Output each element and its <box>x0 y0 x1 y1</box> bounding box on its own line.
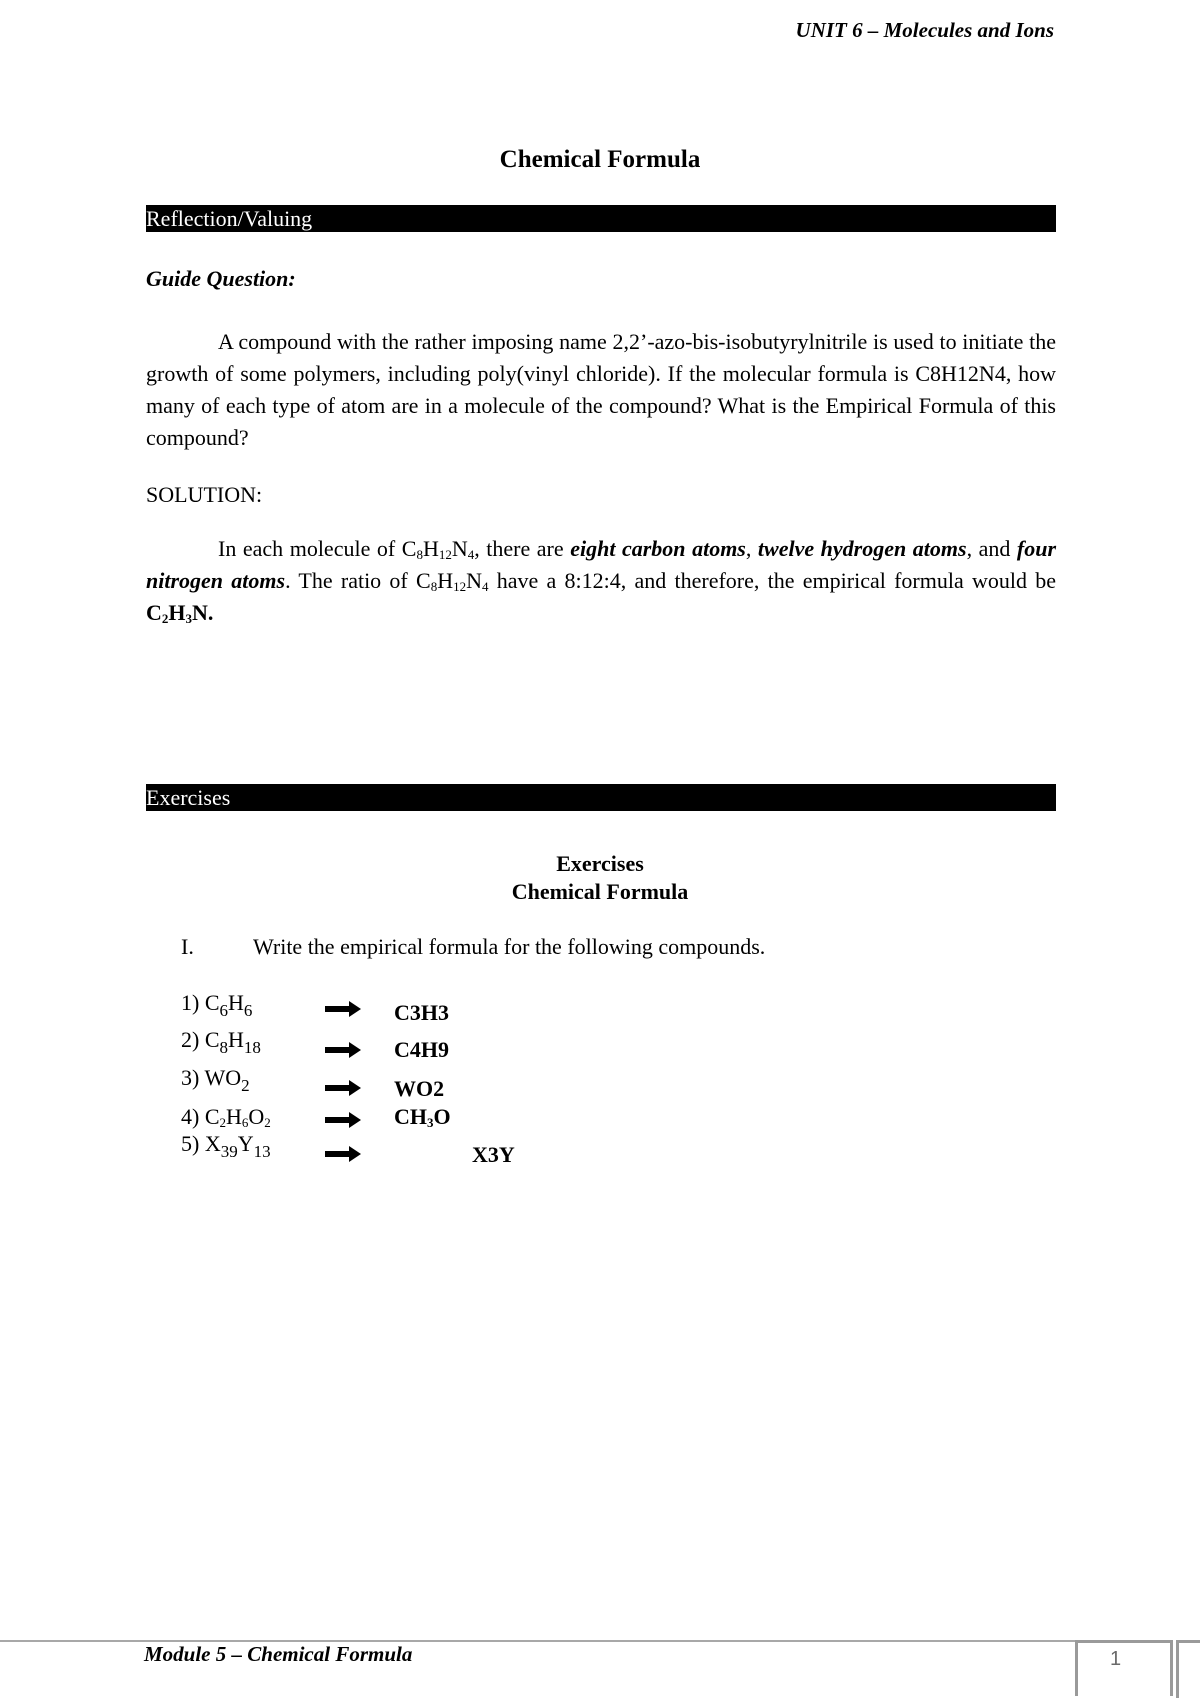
guide-question-label: Guide Question: <box>146 266 296 291</box>
section-bar-reflection <box>146 205 1056 232</box>
exercise-answer-4: $CH_3O$ <box>394 1104 451 1130</box>
guide-question-body: A compound with the rather imposing name 2,2’-azo-bis-isobutyrylnitrile is used to initiate the growth of some polymers, including poly(vinyl chloride). If the molecular formula is C8H12N4, how many of each type of atom are in a molecule of the compound? What is the Empirical Formula of this compound? <box>146 329 1056 450</box>
exercise-answer-3: WO2 <box>394 1076 445 1101</box>
section-bar-exercises <box>146 784 1056 811</box>
carbon-count: eight carbon atoms <box>570 536 746 561</box>
arrow-right-icon <box>325 1001 361 1017</box>
page-number: 1 <box>1110 1648 1122 1670</box>
exercise-item-5: 5) $X_{39}Y_{13}$ <box>181 1131 271 1161</box>
nitrogen-count: four nitrogen atoms <box>146 536 1057 593</box>
exercise-answer-5: X3Y <box>472 1142 515 1167</box>
exercise-answer-1: C3H3 <box>394 1000 449 1025</box>
exercise-item-4: 4) $C_2H_6O_2$ <box>181 1104 271 1130</box>
section-title-reflection: Reflection/Valuing <box>146 206 313 231</box>
empirical-formula-answer: $C_2H_3N$. <box>146 600 214 626</box>
arrow-right-icon <box>325 1042 361 1058</box>
footer-module-title: Module 5 – Chemical Formula <box>144 1642 413 1666</box>
solution-label: SOLUTION: <box>146 482 263 507</box>
exercise-answer-2: C4H9 <box>394 1037 449 1062</box>
exercise-item-2: 2) $C_8H_{18}$ <box>181 1027 261 1057</box>
instruction-number: I. <box>181 934 194 959</box>
exercise-item-1: 1) $C_6H_6$ <box>181 990 253 1020</box>
header-unit-title: UNIT 6 – Molecules and Ions <box>795 18 1054 42</box>
footer-page-box <box>1075 1640 1173 1696</box>
page-title: Chemical Formula <box>499 146 701 173</box>
guide-question-text <box>146 326 1056 454</box>
section-title-exercises: Exercises <box>146 785 231 810</box>
arrow-right-icon <box>325 1080 361 1096</box>
exercises-heading <box>0 850 1200 906</box>
instruction-text: Write the empirical formula for the following compounds. <box>253 934 766 959</box>
arrow-right-icon <box>325 1112 361 1128</box>
exercises-heading-line2: Chemical Formula <box>511 879 689 904</box>
exercises-heading-line1: Exercises <box>556 851 644 876</box>
hydrogen-count: twelve hydrogen atoms <box>757 536 967 561</box>
footer-page-box-edge <box>1176 1640 1200 1698</box>
arrow-right-icon <box>325 1146 361 1162</box>
solution-text: In each molecule of $C_8H_{12}N_4$, there are eight carbon atoms, twelve hydrogen atoms, and four nitrogen atoms. The ratio of $C_8H_{12}N_4$ have a 8:12:4, and therefore, the empirical formula would be $C_2H_3N$. <box>146 536 1057 626</box>
exercise-item-3: 3) $WO_2$ <box>181 1065 250 1095</box>
